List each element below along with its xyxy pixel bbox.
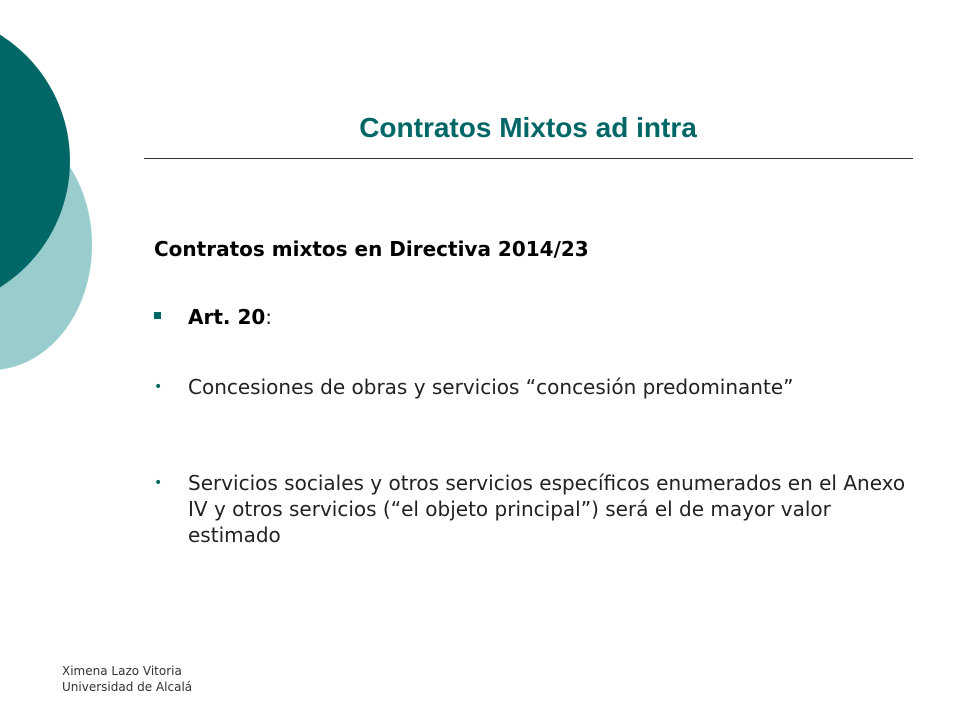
article-suffix: : [265,305,273,329]
footer-institution: Universidad de Alcalá [62,680,193,694]
title-divider [144,158,913,159]
slide-subheading: Contratos mixtos en Directiva 2014/23 [154,237,589,261]
slide-footer [62,663,192,695]
dot-bullet-icon: • [154,475,163,491]
bullet-text: Servicios sociales y otros servicios específicos enumerados en el Anexo IV y otros servicios (“el objeto principal”) será el de mayor valor estimado [188,471,906,547]
bullet-item [154,470,924,548]
square-bullet-icon [154,312,161,319]
article-item [154,304,924,330]
bullet-text: Concesiones de obras y servicios “concesión predominante” [188,375,794,399]
article-text [188,304,924,330]
article-label: Art. 20 [188,305,266,329]
bullet-item [154,374,924,400]
slide-title: Contratos Mixtos ad intra [359,112,697,143]
dot-bullet-icon: • [154,379,163,395]
footer-author: Ximena Lazo Vitoria [62,664,182,678]
